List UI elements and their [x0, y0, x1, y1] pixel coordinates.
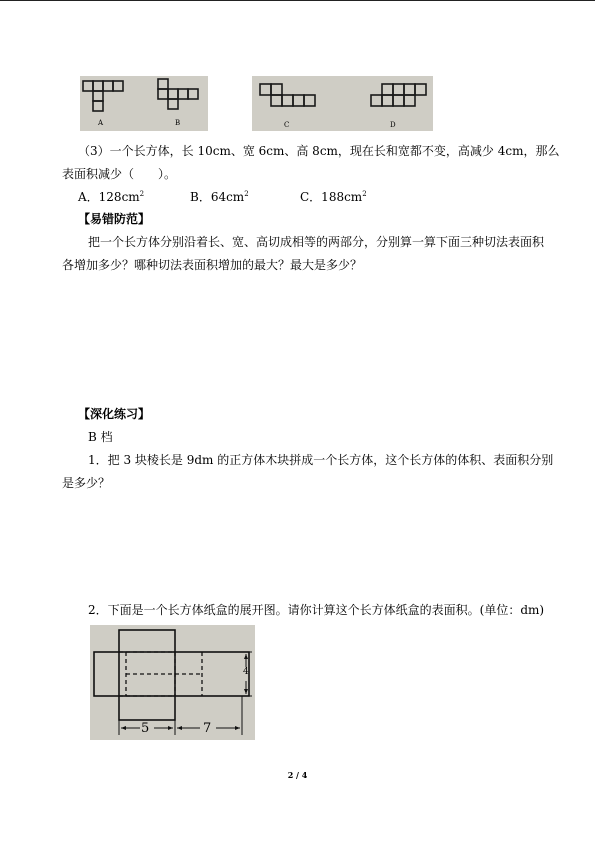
practice-q1-line2: 是多少？ [62, 476, 111, 490]
q3-option-a-sup: 2 [139, 190, 145, 198]
box-net-drawing [90, 625, 255, 740]
practice-section-title: 【深化练习】 [78, 407, 151, 421]
q3-option-a [78, 191, 144, 203]
net-dim-right: 7 [203, 721, 212, 736]
box-net-photo [90, 625, 255, 740]
net-label-c: C [284, 121, 290, 129]
mistake-line1: 把一个长方体分别沿着长、宽、高切成相等的两部分，分别算一算下面三种切法表面积 [88, 235, 545, 249]
net-label-b: B [175, 119, 181, 127]
mistake-section-title: 【易错防范】 [78, 212, 151, 226]
page-top-rule [0, 0, 595, 1]
q3-option-a-text: A．128cm [78, 190, 140, 204]
practice-q1-line1: 1．把 3 块棱长是 9dm 的正方体木块拼成一个长方体，这个长方体的体积、表面积分别 [88, 453, 554, 467]
q3-option-c-text: C．188cm [300, 190, 363, 204]
cube-nets-photo-cd [252, 76, 433, 131]
q3-line1: （3）一个长方体，长 10cm、宽 6cm、高 8cm，现在长和宽都不变，高减少 4cm，那么 [78, 144, 560, 158]
q3-option-c [300, 191, 367, 203]
cube-nets-cd-drawing [252, 76, 433, 131]
net-label-a: A [98, 119, 104, 127]
q3-option-b-text: B．64cm [190, 190, 245, 204]
net-dim-left: 5 [141, 721, 150, 736]
page-number: 2 / 4 [287, 770, 308, 780]
cube-nets-photo-ab [80, 76, 208, 131]
q3-option-b-sup: 2 [244, 190, 249, 198]
q3-line2: 表面积减少（ ）。 [62, 167, 177, 181]
mistake-line2: 各增加多少？哪种切法表面积增加的最大？最大是多少？ [62, 258, 363, 272]
net-dim-height: 4 [243, 667, 249, 677]
q3-option-c-sup: 2 [362, 190, 367, 198]
practice-level: B 档 [88, 430, 113, 444]
practice-q2-line1: 2．下面是一个长方体纸盒的展开图。请你计算这个长方体纸盒的表面积。(单位：dm) [88, 603, 545, 617]
net-label-d: D [390, 121, 396, 129]
q3-option-b [190, 191, 249, 203]
